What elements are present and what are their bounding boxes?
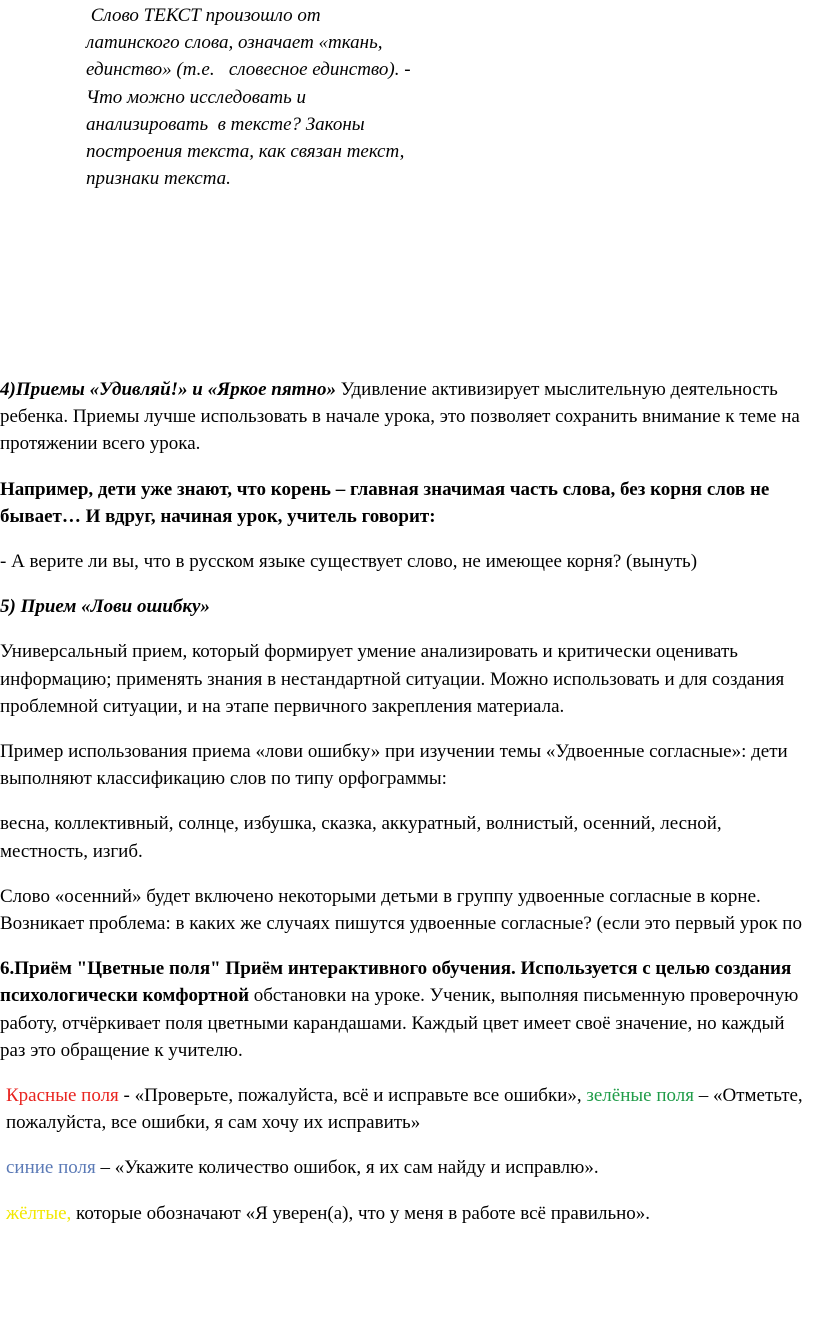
blue-fields-label: синие поля xyxy=(6,1157,96,1179)
red-fields-text: - «Проверьте, пожалуйста, всё и исправьте все ошибки», xyxy=(118,1085,587,1107)
yellow-fields-paragraph xyxy=(0,1200,812,1227)
section-5-heading-paragraph xyxy=(0,593,812,620)
word-list: весна, коллективный, солнце, избушка, сказка, аккуратный, волнистый, осенний, лесной, местность, изгиб. xyxy=(0,813,722,862)
document-body xyxy=(0,376,812,1245)
section-6-bold-text: 6.Приём "Цветные поля" Приём интерактивного обучения. Используется с целью создания психологически комфортной xyxy=(0,958,792,1007)
intro-line: анализировать в тексте? Законы xyxy=(86,113,365,135)
red-fields-label: Красные поля xyxy=(6,1085,119,1107)
section-6-paragraph xyxy=(0,955,812,1064)
intro-line: признаки текста. xyxy=(86,168,231,190)
yellow-fields-text: которые обозначают «Я уверен(а), что у меня в работе всё правильно». xyxy=(71,1202,651,1224)
intro-line: Слово ТЕКСТ произошло от xyxy=(86,5,321,26)
green-fields-text: – «Отметьте, пожалуйста, все ошибки, я сам хочу их исправить» xyxy=(6,1085,803,1134)
intro-text xyxy=(86,2,486,192)
intro-line: латинского слова, означает «ткань, xyxy=(86,32,383,54)
section-4-paragraph xyxy=(0,376,812,458)
section-5-paragraph-3: Слово «осенний» будет включено некоторыми детьми в группу удвоенные согласные в корне. Возникает проблема: в каких же случаях пишутся удвоенные согласные? (если это первый урок по xyxy=(0,885,802,935)
red-green-fields-paragraph xyxy=(0,1082,812,1136)
section-5-paragraph-2: Пример использования приема «лови ошибку» при изучении темы «Удвоенные согласные»: дети выполняют классификацию слов по типу орфограммы: xyxy=(0,741,788,790)
blue-fields-paragraph xyxy=(0,1154,812,1181)
blue-fields-text: – «Укажите количество ошибок, я их сам найду и исправлю». xyxy=(95,1157,599,1179)
section-4-heading: 4)Приемы «Удивляй!» и «Яркое пятно» xyxy=(0,379,336,400)
example-paragraph xyxy=(0,476,812,530)
section-4-body: Удивление активизирует мыслительную деятельность ребенка. Приемы лучше использовать в начале урока, это позволяет сохранить внимание к теме на протяжении всего урока. xyxy=(0,379,800,455)
yellow-fields-label: жёлтые, xyxy=(6,1202,72,1224)
example-bold-text: Например, дети уже знают, что корень – главная значимая часть слова, без корня слов не бывает… И вдруг, начиная урок, учитель говорит: xyxy=(0,478,770,527)
section-5-paragraph-1: Универсальный прием, который формирует умение анализировать и критически оценивать информацию; применять знания в нестандартной ситуации. Можно использовать и для создания проблемной ситуации, и на этапе первичного закрепления материала. xyxy=(0,641,785,717)
question-paragraph: - А верите ли вы, что в русском языке существует слово, не имеющее корня? (вынуть) xyxy=(0,551,698,573)
intro-line: Что можно исследовать и xyxy=(86,86,306,108)
section-5-heading: 5) Прием «Лови ошибку» xyxy=(0,596,210,618)
green-fields-label: зелёные поля xyxy=(586,1085,694,1107)
section-6-normal-text: обстановки на уроке. Ученик, выполняя письменную проверочную работу, отчёркивает поля цветными карандашами. Каждый цвет имеет своё значение, но каждый раз это обращение к учителю. xyxy=(0,985,799,1061)
intro-line: единство» (т.е. словесное единство). - xyxy=(86,59,411,81)
intro-line: построения текста, как связан текст, xyxy=(86,141,405,163)
